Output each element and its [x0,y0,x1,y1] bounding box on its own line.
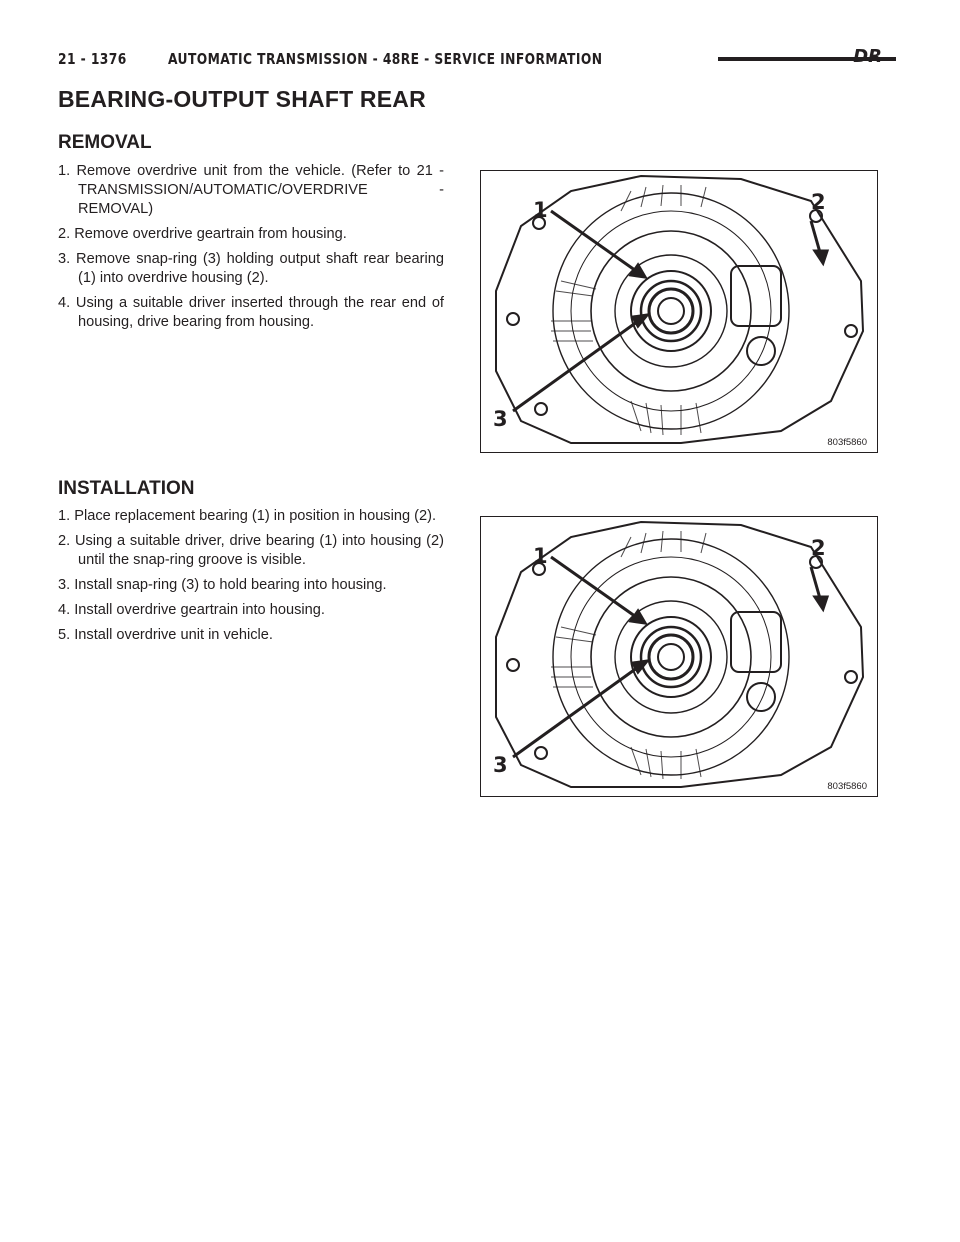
installation-step: 4. Install overdrive geartrain into housing. [58,602,325,618]
overdrive-housing-illustration [481,171,877,452]
removal-step: 3. Remove snap-ring (3) holding output shaft rear bearing (1) into overdrive housing (2). [58,251,444,286]
removal-step: 4. Using a suitable driver inserted through the rear end of housing, drive bearing from housing. [58,295,444,330]
callout-2: 2 [811,190,826,214]
installation-step: 1. Place replacement bearing (1) in position in housing (2). [58,508,437,524]
installation-figure [480,516,878,797]
callout-3: 3 [493,407,508,431]
callout-1: 1 [533,544,548,568]
removal-steps [58,162,444,338]
running-title: AUTOMATIC TRANSMISSION - 48RE - SERVICE INFORMATION [168,50,603,68]
brand-mark: DR [853,46,882,67]
figure-code: 803f5860 [827,437,867,448]
overdrive-housing-illustration [481,517,877,796]
removal-figure [480,170,878,453]
installation-step: 5. Install overdrive unit in vehicle. [58,627,273,643]
installation-step: 2. Using a suitable driver, drive bearing (1) into housing (2) until the snap-ring groove is visible. [58,533,444,568]
callout-2: 2 [811,536,826,560]
removal-heading: REMOVAL [58,132,152,153]
removal-step: 2. Remove overdrive geartrain from housing. [58,226,347,242]
installation-steps [58,507,444,651]
callout-3: 3 [493,753,508,777]
removal-step: 1. Remove overdrive unit from the vehicle. (Refer to 21 - TRANSMISSION/AUTOMATIC/OVERDRIVE - REMOVAL) [58,163,444,217]
installation-step: 3. Install snap-ring (3) to hold bearing into housing. [58,577,387,593]
page-title: BEARING-OUTPUT SHAFT REAR [58,86,426,112]
page-header [58,46,882,72]
figure-code: 803f5860 [827,781,867,792]
page-number: 21 - 1376 [58,50,127,68]
installation-heading: INSTALLATION [58,478,195,499]
callout-1: 1 [533,198,548,222]
